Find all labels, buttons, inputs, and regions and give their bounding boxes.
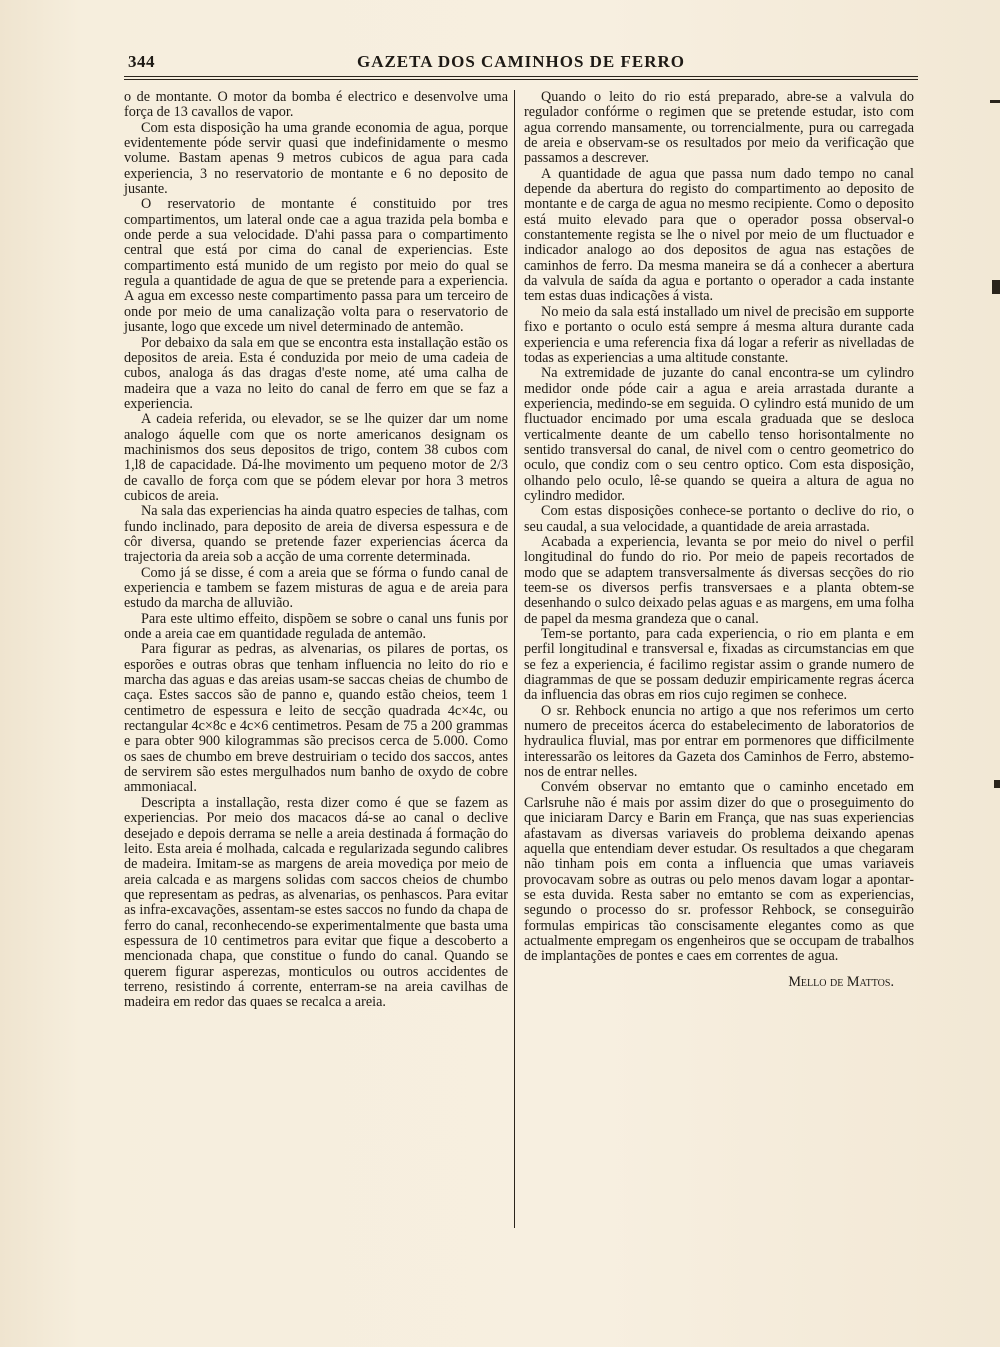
edge-mark [994, 780, 1000, 788]
page-header [124, 52, 918, 74]
column-divider [514, 90, 515, 1228]
paragraph: o de montante. O motor da bomba é electrico e desenvolve uma força de 13 cavallos de vapor. [124, 89, 508, 121]
paragraph: Convém observar no emtanto que o caminho encetado em Carlsruhe não é mais por assim dizer do que o proseguimento do que iniciaram Darcy e Barin em França, que nas suas experiencias afastavam as diversas variaveis do problema deixando apenas aquella que entendiam dever estudar. Os resultados a que chegaram não tinham pois em conta a influencia que umas variaveis provocavam sobre as outras ou pelo menos davam logar a apontar-se esta duvida. Resta saber no emtanto se com as experiencias, segundo o processo do sr. professor Rehbock, se conseguirão formulas empiricas tão conscisamente elegantes como as que actualmente empregam os engenheiros que se occupam de trabalhos de implantações de pontes e caes em correntes de agua. [524, 779, 914, 965]
paragraph: Descripta a installação, resta dizer como é que se fazem as experiencias. Por meio dos macacos dá-se ao canal o declive desejado e depois derrama se nelle a areia destinada á formação do leito. Esta areia é molhada, calcada e regularizada segundo calibres de madeira. Imitam-se as margens de areia movediça por meio de areia calcada e as margens solidas com saccos cheios de chumbo que representam as pedras, as alvenarias, os penhascos. Para evitar as infra-excavações, assentam-se estes saccos no fundo da chapa de ferro do canal, reconhecendo-se experimentalmente que basta uma espessura de 10 centimetros para evitar que fique a descoberto a mencionada chapa, que constitue o fundo do canal. Quando se querem figurar asperezas, monticulos ou outros accidentes de terreno, resistindo á corrente, enterram-se na areia cavilhas de madeira em redor das quaes se recalca a areia. [124, 794, 508, 1011]
paragraph: Na sala das experiencias ha ainda quatro especies de talhas, com fundo inclinado, para deposito de areia de diversa espessura e de côr diversa, quando se pretende fazer experiencias ácerca da trajectoria da areia sob a acção de uma corrente determinada. [124, 503, 508, 566]
paragraph: No meio da sala está installado um nivel de precisão em supporte fixo e portanto o oculo está sempre á mesma altura durante cada experiencia e uma referencia fixa dá logar a referir as nivelladas de todas as experiencias a uma altitude constante. [524, 303, 914, 366]
page-number: 344 [128, 52, 155, 71]
paragraph: Com esta disposição ha uma grande economia de agua, porque evidentemente póde servir quasi que indefinidamente o mesmo volume. Bastam apenas 9 metros cubicos de agua para cada experiencia, 3 no reservatorio de montante e 6 no deposito de jusante. [124, 119, 508, 198]
header-rule-thin [124, 79, 918, 80]
paragraph: Com estas disposições conhece-se portanto o declive do rio, o seu caudal, a sua velocidade, a quantidade de areia arrastada. [524, 503, 914, 535]
paragraph: Na extremidade de juzante do canal encontra-se um cylindro medidor onde póde cair a agua e areia arrastada durante a experiencia, medindo-se em seguida. O cylindro está munido de um fluctuador encimado por uma escala graduada que se desloca verticalmente deante de um cabello tenso horisontalmente no sentido transversal do canal, de nivel com o centro geometrico do oculo, que condiz com o seu centro optico. Com esta disposição, olhando pelo oculo, lê-se quando se queira a altura de agua no cylindro medidor. [524, 365, 914, 504]
edge-mark [992, 280, 1000, 294]
journal-title: GAZETA DOS CAMINHOS DE FERRO [356, 52, 686, 71]
left-column [124, 90, 508, 1011]
right-column [524, 90, 914, 990]
paragraph: Quando o leito do rio está preparado, abre-se a valvula do regulador confórme o regimen que se pretende estudar, isto com agua correndo mansamente, ou torrencialmente, pura ou carregada de areia e observam-se os resultados por meio da verificação que passamos a descrever. [524, 89, 914, 167]
paragraph: Por debaixo da sala em que se encontra esta installação estão os depositos de areia. Esta é conduzida por meio de uma cadeia de cubos, analoga ás das dragas d'este nome, até uma calha de madeira que a vaza no leito do canal de ferro em que se faz a experiencia. [124, 334, 508, 412]
paragraph: Para figurar as pedras, as alvenarias, os pilares de portas, os esporões e outras obras que tenham influencia no leito do rio e marcha das aguas e das areias usam-se saccas cheias de chumbo de caça. Estes saccos são de panno e, quando estão cheios, teem 1 centimetro de espessura e leito de secção quadrada 4c×4c, ou rectangular 4c×8c e 4c×6 centimetros. Pesam de 75 a 200 grammas e para obter 900 kilogrammas são precisos cerca de 5.000. Como os saes de chumbo em breve destruiriam o tecido dos saccos, antes de servirem são estes mergulhados num banho de oxydo de cobre ammoniacal. [124, 641, 508, 796]
header-rule [124, 76, 918, 77]
paragraph: A quantidade de agua que passa num dado tempo no canal depende da abertura do registo do compartimento ao deposito de montante e de carga de agua no mesmo recipiente. Como o deposito está muito elevado para que o operador possa observal-o constantemente regista se lhe o nivel por meio de um fluctuador e indicador analogo ao dos depositos de agua nas estações de caminhos de ferro. Da mesma maneira se dá a conhecer a abertura da valvula de saída da agua e portanto o operador a cada instante tem estas duas indicações á vista. [524, 165, 914, 305]
paragraph: Como já se disse, é com a areia que se fórma o fundo canal de experiencia e tambem se fazem misturas de agua e de areia para estudo da marcha de alluvião. [124, 564, 508, 612]
paragraph: Tem-se portanto, para cada experiencia, o rio em planta e em perfil longitudinal e transversal e, fixadas as circumstancias em que se fez a experiencia, é facilimo registar assim o grande numero de diagrammas de que se possam deduzir empiricamente regras ácerca da influencia das obras em rios cujo regimen se conhece. [524, 626, 914, 704]
paragraph: O sr. Rehbock enuncia no artigo a que nos referimos um certo numero de preceitos ácerca do estabelecimento de laboratorios de hydraulica fluvial, mas por entrar em pormenores que difficilmente interessarão os leitores da Gazeta dos Caminhos de Ferro, abstemo-nos de entrar nelles. [524, 702, 914, 781]
paragraph: Para este ultimo effeito, dispõem se sobre o canal uns funis por onde a areia cae em quantidade regulada de antemão. [124, 610, 508, 643]
paragraph: O reservatorio de montante é constituido por tres compartimentos, um lateral onde cae a agua trazida pela bomba e onde perde a sua velocidade. D'ahi passa para o compartimento central que está por cima do canal de experiencias. Este compartimento está munido de um registo por meio do qual se regula a quantidade de agua de que se pretende para a experiencia. A agua em excesso neste compartimento passa para um terceiro de onde por meio de uma canalização volta para o reservatorio de jusante, logo que excede um nivel determinado de antemão. [124, 196, 508, 336]
paragraph: A cadeia referida, ou elevador, se se lhe quizer dar um nome analogo áquelle com que os norte americanos designam os machinismos dos seus depositos de trigo, contem 38 cubos com 1,l8 de capacidade. Dá-lhe movimento um pequeno motor de 2/3 de cavallo de força com que se pódem elevar por hora 3 metros cubicos de areia. [124, 411, 508, 504]
paragraph: Acabada a experiencia, levanta se por meio do nivel o perfil longitudinal do fundo do rio. Por meio de papeis recortados de modo que se adaptem transversalmente ás diversas secções do rio teem-se os diversos perfis transversaes e a planta obtem-se desenhando o sulco deixado pelas aguas e as margens, em uma folha de papel da mesma grandeza que o canal. [524, 533, 914, 627]
edge-mark [990, 100, 1000, 103]
author-signature: Mello de Mattos. [788, 973, 894, 990]
